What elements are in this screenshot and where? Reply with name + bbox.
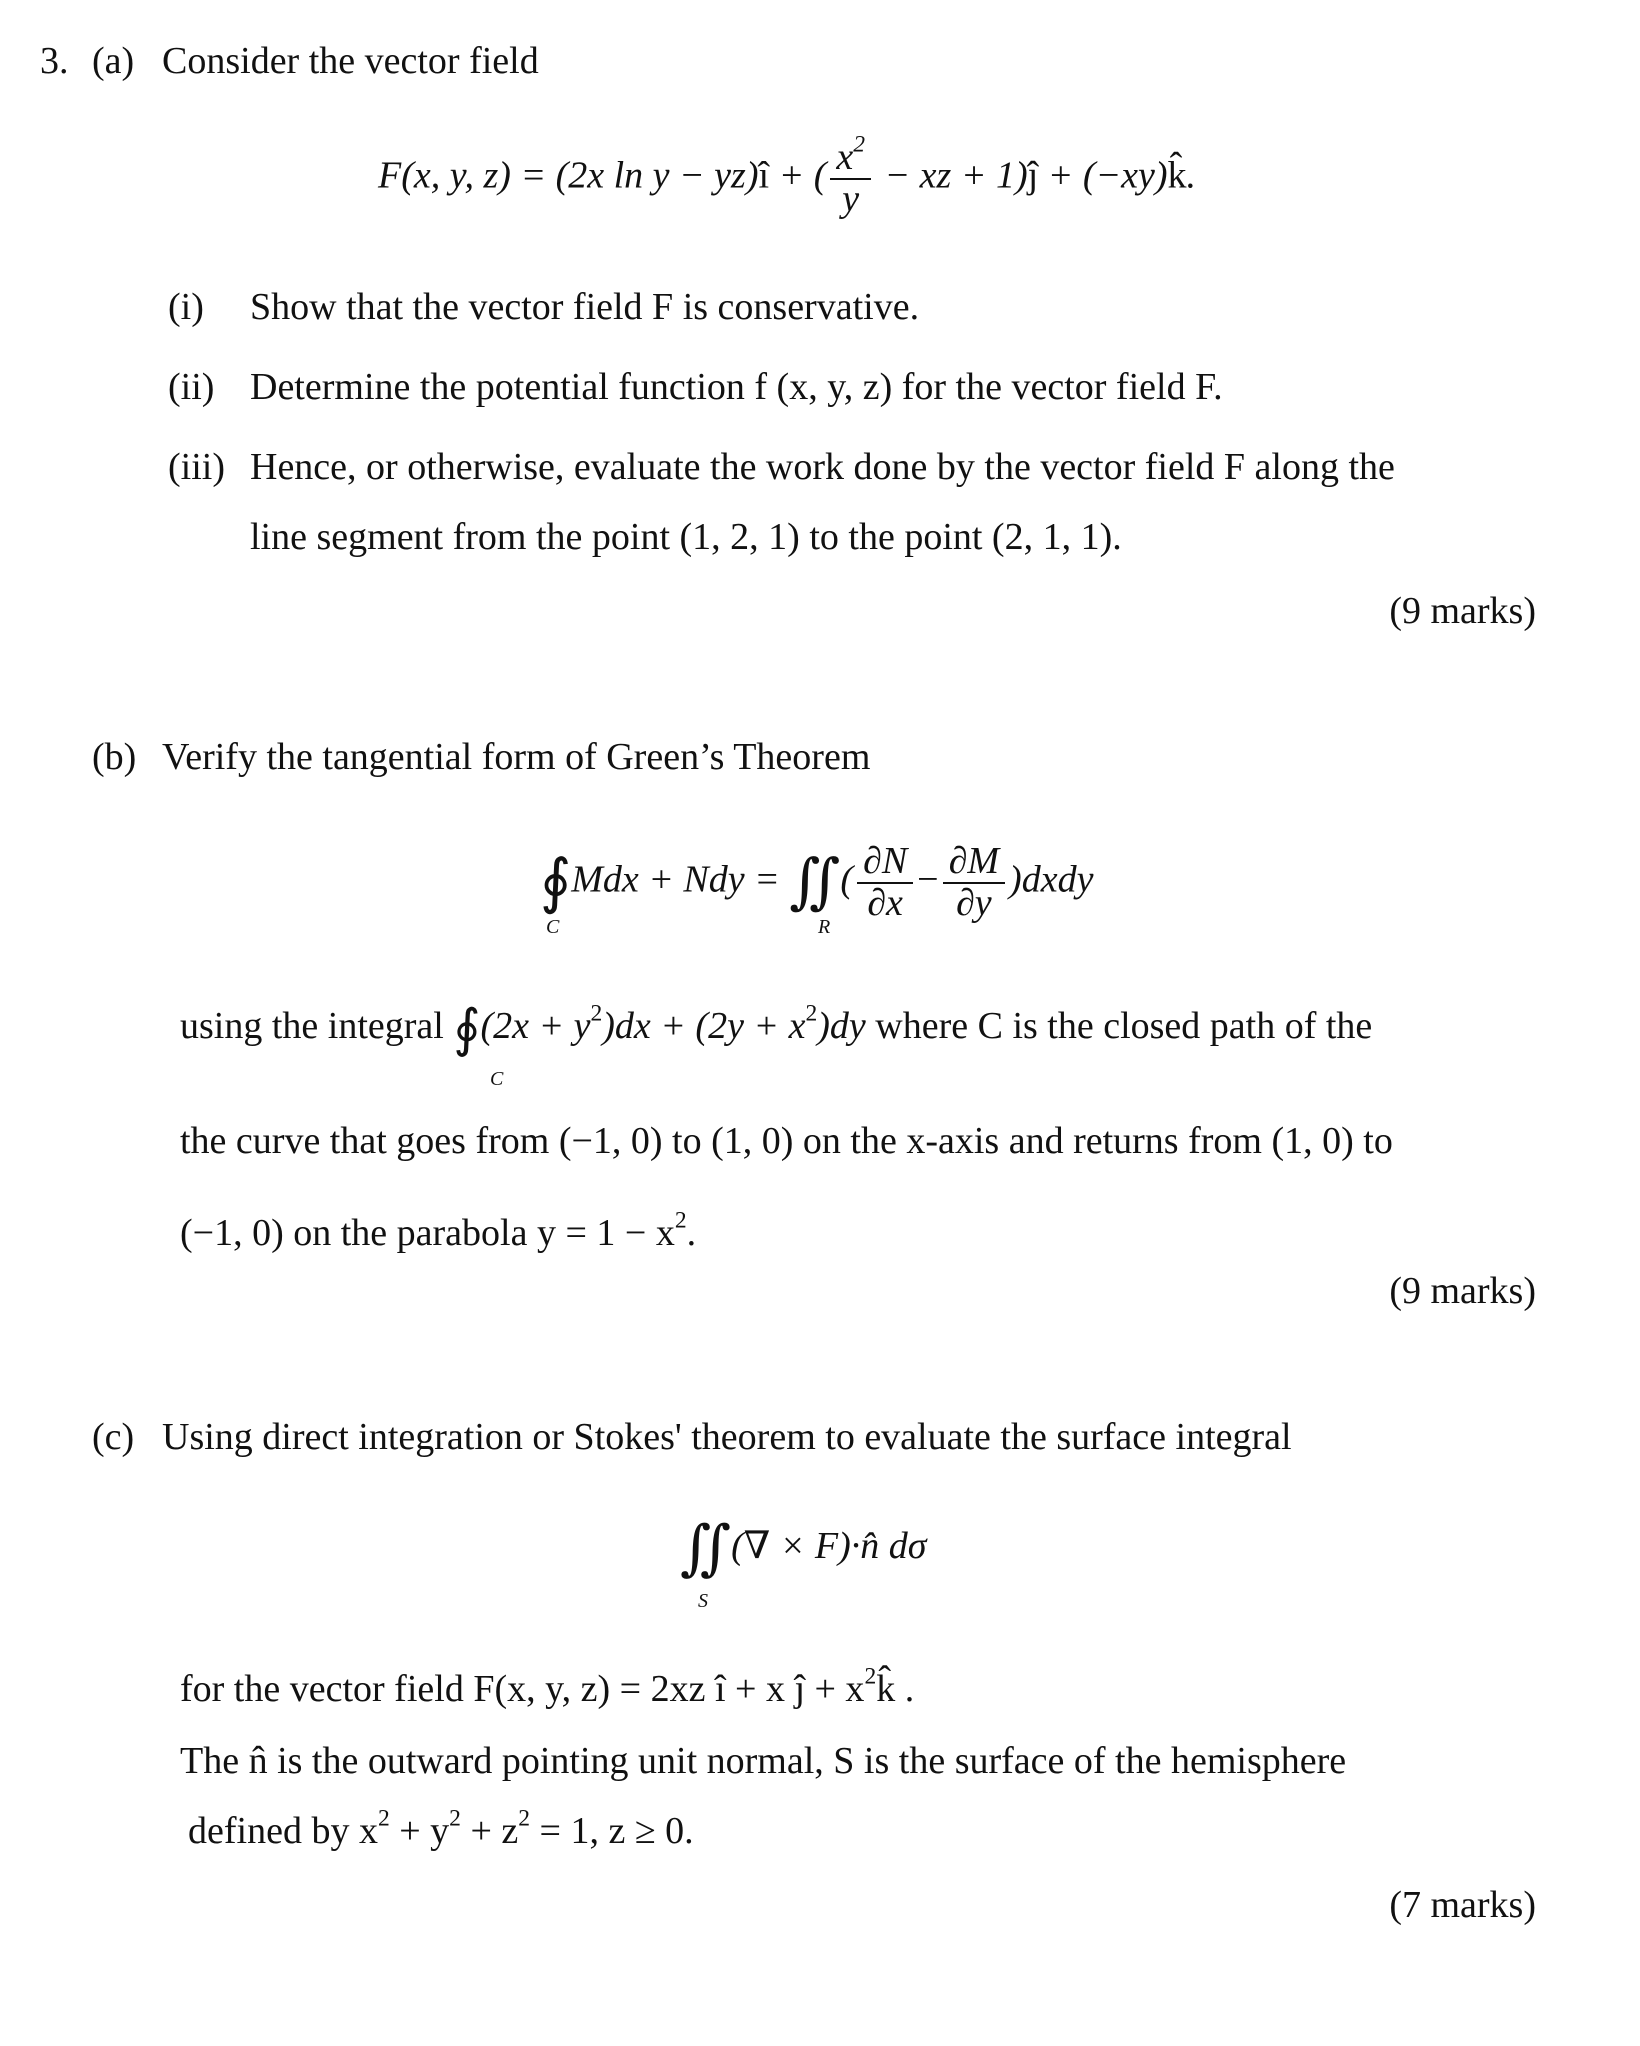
part-b-expr2: )dx + (2y + x (602, 1005, 806, 1047)
greens-d2: ∂y (956, 881, 992, 924)
part-b-oint: ∮ (453, 1001, 481, 1058)
eq-a-plus1: + ( (769, 154, 827, 197)
surface-iint: ∬ (680, 1515, 732, 1581)
part-c-line3-d: = 1, z ≥ 0. (530, 1810, 694, 1852)
eq-a-end: . (1186, 154, 1196, 197)
part-b-marks: (9 marks) (1389, 1270, 1536, 1312)
eq-a-k: k̂ (1167, 154, 1187, 197)
eq-a-lhs: F(x, y, z) = (378, 154, 556, 197)
part-a-marks: (9 marks) (1389, 590, 1536, 632)
part-c-line2: The n̂ is the outward pointing unit normal, S is the surface of the hemisphere (180, 1740, 1347, 1782)
greens-minus: − (917, 858, 939, 901)
part-b-expr3: )dy (817, 1005, 866, 1047)
item-iii-text: Hence, or otherwise, evaluate the work done by the vector field F along the (250, 446, 1395, 488)
eq-a-plus2: + (−xy) (1038, 154, 1168, 197)
eq-a-j: ĵ (1027, 154, 1039, 197)
part-b-line3 (180, 1207, 697, 1256)
eq-a-frac-den: y (842, 177, 860, 220)
part-c-line1-end: k̂ . (876, 1668, 915, 1710)
part-c-label: (c) (92, 1416, 135, 1458)
item-ii-label: (ii) (168, 366, 215, 408)
greens-theorem-equation (540, 820, 1160, 938)
item-ii-text: Determine the potential function f (x, y, z) for the vector field F. (250, 366, 1223, 408)
surface-body: (∇ × F)·n̂ dσ (731, 1525, 927, 1567)
greens-n2: ∂M (943, 842, 1005, 884)
part-a-label: (a) (92, 40, 135, 82)
part-b-line1-a: using the integral (180, 1005, 454, 1047)
part-b-line3-text: (−1, 0) on the parabola y = 1 − x (180, 1212, 675, 1254)
eq-a-term1: (2x ln y − yz) (555, 154, 759, 197)
part-c-line3-e2: 2 (449, 1805, 461, 1832)
part-a-intro: Consider the vector field (162, 40, 539, 82)
item-i-label: (i) (168, 286, 204, 328)
part-c-line3 (188, 1805, 694, 1854)
question-number: 3. (40, 40, 69, 82)
greens-close: )dxdy (1009, 858, 1094, 901)
oint-symbol: ∮ (540, 848, 572, 915)
part-a-equation (378, 131, 1196, 220)
part-b-exp2: 2 (805, 1000, 818, 1027)
part-c-intro: Using direct integration or Stokes' theorem to evaluate the surface integral (162, 1416, 1292, 1458)
part-b-intro: Verify the tangential form of Green’s Theorem (162, 736, 871, 778)
eq-a-fraction (830, 131, 871, 220)
part-b-exp1: 2 (590, 1000, 603, 1027)
eq-a-i: î (758, 154, 770, 197)
part-b-line3-exp: 2 (674, 1207, 687, 1234)
part-c-line3-a: defined by x (188, 1810, 378, 1852)
greens-frac-1 (857, 842, 913, 924)
part-c-line3-b: + y (389, 1810, 450, 1852)
part-c-line1-text: for the vector field F(x, y, z) = 2xz î + x ĵ + x (180, 1668, 865, 1710)
part-c-marks: (7 marks) (1389, 1884, 1536, 1926)
eq-a-frac-num: x (836, 136, 854, 178)
eq-a-frac-exp: 2 (853, 131, 866, 158)
part-b-label: (b) (92, 736, 137, 778)
part-c-line3-e1: 2 (377, 1805, 390, 1832)
item-iii-text-cont: line segment from the point (1, 2, 1) to the point (2, 1, 1). (250, 516, 1122, 558)
greens-open: ( (840, 858, 854, 901)
greens-d1: ∂x (867, 881, 903, 924)
item-iii-label: (iii) (168, 446, 225, 488)
part-b-expr1: (2x + y (480, 1005, 591, 1047)
greens-lhs: Mdx + Ndy = (571, 858, 790, 901)
eq-a-term2: − xz + 1) (875, 154, 1028, 197)
iint-symbol: ∬ (789, 848, 841, 915)
part-b-line1 (180, 1000, 1373, 1058)
part-b-line2: the curve that goes from (−1, 0) to (1, 0) on the x-axis and returns from (1, 0) to (180, 1120, 1393, 1162)
part-c-line3-e3: 2 (518, 1805, 531, 1832)
part-b-line3-end: . (686, 1212, 697, 1254)
part-c-line1 (180, 1663, 915, 1712)
greens-n1: ∂N (857, 842, 913, 884)
part-c-line3-c: + z (460, 1810, 519, 1852)
greens-sub-c: C (546, 916, 560, 938)
part-c-line1-exp: 2 (864, 1663, 877, 1690)
surface-sub-s: S (698, 1590, 708, 1612)
item-i-text: Show that the vector field F is conservative. (250, 286, 920, 328)
part-b-line1-b: where C is the closed path of the (865, 1005, 1373, 1047)
greens-frac-2 (943, 842, 1005, 924)
surface-integral-equation (680, 1508, 1000, 1612)
part-b-line1-sub: C (490, 1068, 504, 1090)
greens-sub-r: R (818, 916, 831, 938)
